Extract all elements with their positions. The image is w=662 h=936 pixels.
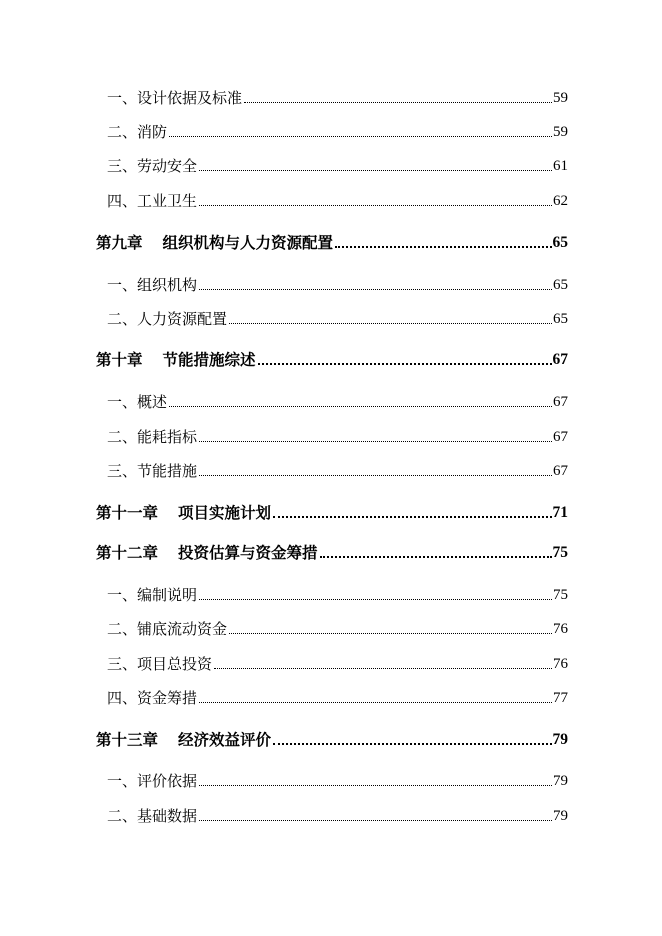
dot-leader xyxy=(169,136,552,137)
toc-page-number: 77 xyxy=(553,690,568,706)
toc-entry[interactable] xyxy=(107,274,568,296)
toc-page-number: 79 xyxy=(553,808,568,824)
dot-leader xyxy=(214,668,552,669)
toc-entry[interactable] xyxy=(107,618,568,640)
toc-entry[interactable] xyxy=(107,805,568,827)
dot-leader xyxy=(169,406,552,407)
toc-entry[interactable] xyxy=(107,426,568,448)
toc-entry-label: 二、铺底流动资金 xyxy=(107,620,228,638)
toc-entry[interactable] xyxy=(107,584,568,606)
toc-page-number: 75 xyxy=(552,544,568,561)
toc-entry[interactable] xyxy=(107,121,568,143)
toc-chapter-entry[interactable] xyxy=(96,542,568,564)
toc-entry-label: 一、概述 xyxy=(107,393,168,411)
chapter-title: 投资估算与资金筹措 xyxy=(178,543,318,562)
toc-page-number: 79 xyxy=(553,773,568,789)
dot-leader xyxy=(273,743,551,745)
toc-chapter-entry[interactable] xyxy=(96,232,568,254)
dot-leader xyxy=(244,102,552,103)
toc-entry[interactable] xyxy=(107,770,568,792)
toc-page-number: 67 xyxy=(552,351,568,368)
dot-leader xyxy=(258,363,552,365)
toc-entry-label: 一、评价依据 xyxy=(107,772,198,790)
toc-page-number: 67 xyxy=(553,394,568,410)
toc-page-number: 59 xyxy=(553,124,568,140)
toc-entry-label: 二、能耗指标 xyxy=(107,428,198,446)
toc-entry-label: 一、组织机构 xyxy=(107,276,198,294)
dot-leader xyxy=(229,323,552,324)
toc-page-number: 75 xyxy=(553,587,568,603)
toc-page-number: 59 xyxy=(553,90,568,106)
toc-page-number: 67 xyxy=(553,429,568,445)
toc-page-number: 65 xyxy=(553,277,568,293)
dot-leader xyxy=(199,785,552,786)
toc-entry[interactable] xyxy=(107,87,568,109)
toc-page-number: 71 xyxy=(552,504,568,521)
toc-chapter-label xyxy=(96,729,271,751)
toc-entry-label: 三、节能措施 xyxy=(107,462,198,480)
toc-entry[interactable] xyxy=(107,190,568,212)
toc-page-number: 67 xyxy=(553,463,568,479)
toc-chapter-label xyxy=(96,502,271,524)
dot-leader xyxy=(320,556,552,558)
toc-chapter-label xyxy=(96,232,333,254)
dot-leader xyxy=(335,246,551,248)
dot-leader xyxy=(199,289,552,290)
toc-entry-label: 一、编制说明 xyxy=(107,586,198,604)
chapter-number: 第十二章 xyxy=(96,543,159,562)
toc-entry[interactable] xyxy=(107,460,568,482)
toc-chapter-entry[interactable] xyxy=(96,349,568,371)
toc-chapter-entry[interactable] xyxy=(96,502,568,524)
toc-entry-label: 三、项目总投资 xyxy=(107,655,213,673)
toc-entry-label: 二、人力资源配置 xyxy=(107,310,228,328)
toc-entry-label: 四、工业卫生 xyxy=(107,192,198,210)
toc-entry[interactable] xyxy=(107,653,568,675)
toc-page-number: 62 xyxy=(553,193,568,209)
chapter-number: 第十一章 xyxy=(96,503,159,522)
chapter-title: 项目实施计划 xyxy=(178,503,272,522)
dot-leader xyxy=(273,516,551,518)
dot-leader xyxy=(199,820,552,821)
toc-page-number: 65 xyxy=(553,311,568,327)
toc-page-number: 76 xyxy=(553,656,568,672)
toc-page-number: 61 xyxy=(553,158,568,174)
dot-leader xyxy=(229,633,552,634)
chapter-title: 经济效益评价 xyxy=(178,730,272,749)
toc-entry[interactable] xyxy=(107,687,568,709)
dot-leader xyxy=(199,599,552,600)
chapter-number: 第九章 xyxy=(96,233,143,252)
toc-entry-label: 一、设计依据及标准 xyxy=(107,89,243,107)
toc-entry-label: 三、劳动安全 xyxy=(107,157,198,175)
toc-entry[interactable] xyxy=(107,308,568,330)
toc-entry-label: 二、基础数据 xyxy=(107,807,198,825)
dot-leader xyxy=(199,205,552,206)
toc-chapter-label xyxy=(96,349,256,371)
toc-page-number: 79 xyxy=(552,731,568,748)
chapter-title: 节能措施综述 xyxy=(162,350,256,369)
toc-chapter-entry[interactable] xyxy=(96,729,568,751)
chapter-title: 组织机构与人力资源配置 xyxy=(162,233,334,252)
toc-entry[interactable] xyxy=(107,155,568,177)
toc-entry-label: 二、消防 xyxy=(107,123,168,141)
chapter-number: 第十章 xyxy=(96,350,143,369)
dot-leader xyxy=(199,475,552,476)
toc-chapter-label xyxy=(96,542,318,564)
dot-leader xyxy=(199,441,552,442)
toc-entry[interactable] xyxy=(107,391,568,413)
toc-entry-label: 四、资金筹措 xyxy=(107,689,198,707)
toc-page-number: 76 xyxy=(553,621,568,637)
chapter-number: 第十三章 xyxy=(96,730,159,749)
dot-leader xyxy=(199,702,552,703)
dot-leader xyxy=(199,170,552,171)
toc-page-number: 65 xyxy=(552,234,568,251)
